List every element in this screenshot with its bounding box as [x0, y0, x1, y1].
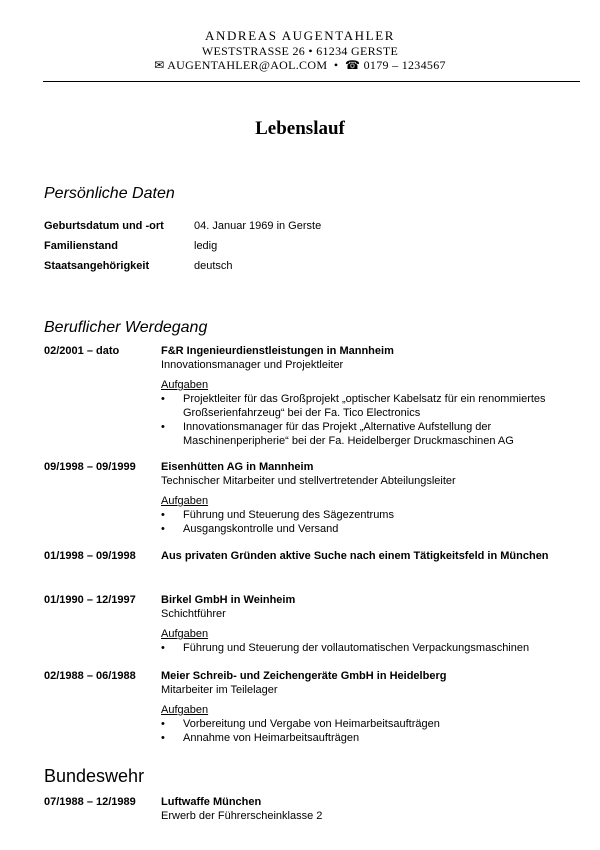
personal-value: ledig [194, 240, 218, 252]
bullet-icon: • [161, 523, 165, 535]
header-divider [43, 81, 580, 82]
applicant-contact [0, 58, 600, 72]
contact-separator: • [330, 58, 342, 72]
entry-role: Schichtführer [161, 608, 226, 620]
task-item [161, 641, 571, 655]
applicant-name: ANDREAS AUGENTAHLER [204, 28, 396, 43]
task-text: Annahme von Heimarbeitsaufträgen [183, 732, 360, 744]
applicant-phone: 0179 – 1234567 [363, 58, 446, 72]
applicant-address: WESTSTRASSE 26 • 61234 GERSTE [201, 44, 399, 58]
task-list [161, 641, 571, 655]
entry-role: Mitarbeiter im Teilelager [161, 684, 278, 696]
task-item [161, 717, 571, 731]
task-text: Ausgangskontrolle und Versand [183, 523, 339, 535]
entry-period: 09/1998 – 09/1999 [44, 461, 136, 473]
task-text: Projektleiter für das Großprojekt „optischer Kabelsatz für ein renommiertes Großserienfahrzeug“ bei der Fa. Tico Electronics [183, 393, 546, 419]
entry-organization: F&R Ingenieurdienstleistungen in Mannheim [161, 345, 394, 357]
applicant-email: AUGENTAHLER@AOL.COM [167, 58, 328, 72]
entry-role: Erwerb der Führerscheinklasse 2 [161, 810, 323, 822]
entry-organization: Luftwaffe München [161, 796, 262, 808]
entry-period: 02/2001 – dato [44, 345, 120, 357]
personal-label: Geburtsdatum und -ort [44, 220, 164, 232]
tasks-label: Aufgaben [161, 704, 209, 716]
section-heading-career: Beruflicher Werdegang [44, 319, 208, 336]
bullet-icon: • [161, 393, 165, 405]
task-list [161, 717, 571, 745]
task-text: Vorbereitung und Vergabe von Heimarbeitsaufträgen [183, 718, 440, 730]
envelope-icon: ✉ [154, 58, 165, 72]
task-item [161, 522, 571, 536]
task-item [161, 508, 571, 522]
personal-value: 04. Januar 1969 in Gerste [194, 220, 322, 232]
tasks-label: Aufgaben [161, 628, 209, 640]
bullet-icon: • [161, 642, 165, 654]
task-text: Innovationsmanager für das Projekt „Alternative Aufstellung der Maschinenperipherie“ bei der Fa. Heidelberger Druckmaschinen AG [183, 421, 514, 447]
bullet-icon: • [161, 421, 165, 433]
entry-organization: Meier Schreib- und Zeichengeräte GmbH in Heidelberg [161, 670, 447, 682]
section-heading-personal: Persönliche Daten [44, 185, 175, 202]
task-text: Führung und Steuerung des Sägezentrums [183, 509, 394, 521]
personal-label: Familienstand [44, 240, 118, 252]
entry-period: 07/1988 – 12/1989 [44, 796, 136, 808]
task-text: Führung und Steuerung der vollautomatischen Verpackungsmaschinen [183, 642, 530, 654]
task-item [161, 731, 571, 745]
tasks-label: Aufgaben [161, 495, 209, 507]
document-title: Lebenslauf [255, 118, 345, 139]
entry-period: 02/1988 – 06/1988 [44, 670, 136, 682]
entry-period: 01/1990 – 12/1997 [44, 594, 136, 606]
entry-period: 01/1998 – 09/1998 [44, 550, 136, 562]
entry-organization: Birkel GmbH in Weinheim [161, 594, 296, 606]
task-list [161, 392, 571, 448]
telephone-icon: ☎ [345, 58, 361, 72]
entry-organization: Eisenhütten AG in Mannheim [161, 461, 314, 473]
personal-value: deutsch [194, 260, 233, 272]
entry-role: Technischer Mitarbeiter und stellvertretender Abteilungsleiter [161, 475, 456, 487]
section-heading-military: Bundeswehr [44, 766, 145, 786]
bullet-icon: • [161, 732, 165, 744]
entry-organization: Aus privaten Gründen aktive Suche nach einem Tätigkeitsfeld in München [161, 550, 549, 562]
bullet-icon: • [161, 718, 165, 730]
bullet-icon: • [161, 509, 165, 521]
task-item [161, 420, 571, 448]
task-list [161, 508, 571, 536]
task-item [161, 392, 571, 420]
tasks-label: Aufgaben [161, 379, 209, 391]
entry-role: Innovationsmanager und Projektleiter [161, 359, 344, 371]
personal-label: Staatsangehörigkeit [44, 260, 150, 272]
